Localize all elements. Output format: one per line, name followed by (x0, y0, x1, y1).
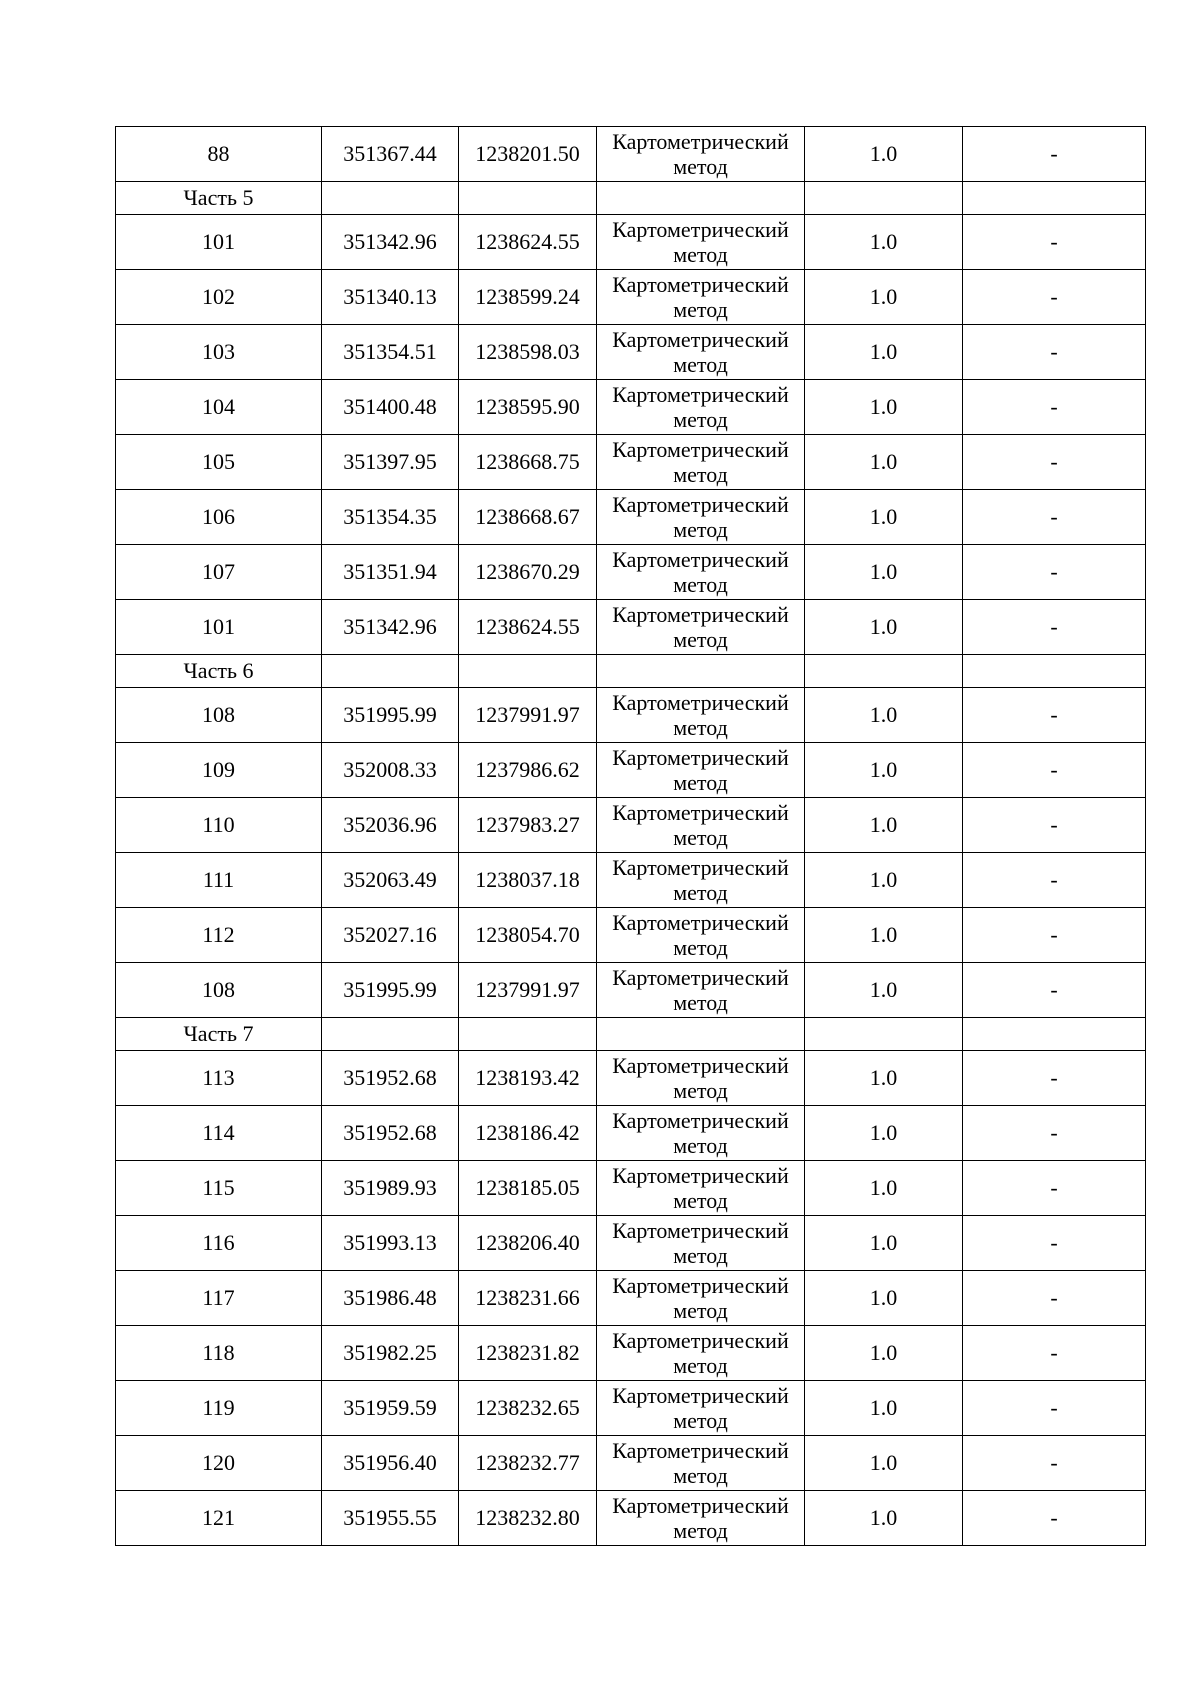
x-coordinate-cell: 351397.95 (322, 435, 459, 490)
y-coordinate-cell: 1238668.75 (459, 435, 597, 490)
empty-cell (805, 1018, 963, 1051)
description-cell: - (963, 963, 1146, 1018)
description-cell: - (963, 600, 1146, 655)
precision-cell: 1.0 (805, 1381, 963, 1436)
table-row (116, 435, 1146, 490)
method-cell (597, 688, 805, 743)
precision-cell: 1.0 (805, 127, 963, 182)
method-line-1: Картометрический (612, 327, 789, 352)
table-row (116, 380, 1146, 435)
table-row (116, 1381, 1146, 1436)
method-line-2: метод (673, 462, 728, 487)
method-cell (597, 853, 805, 908)
method-line-2: метод (673, 352, 728, 377)
method-line-2: метод (673, 1133, 728, 1158)
table-row (116, 1436, 1146, 1491)
description-cell: - (963, 215, 1146, 270)
x-coordinate-cell: 351340.13 (322, 270, 459, 325)
point-number-cell: 120 (116, 1436, 322, 1491)
precision-cell: 1.0 (805, 325, 963, 380)
method-line-2: метод (673, 990, 728, 1015)
method-line-1: Картометрический (612, 965, 789, 990)
empty-cell (322, 182, 459, 215)
method-line-1: Картометрический (612, 1383, 789, 1408)
precision-cell: 1.0 (805, 908, 963, 963)
method-line-2: метод (673, 407, 728, 432)
table-row (116, 1051, 1146, 1106)
method-cell (597, 600, 805, 655)
x-coordinate-cell: 351342.96 (322, 215, 459, 270)
method-line-2: метод (673, 880, 728, 905)
precision-cell: 1.0 (805, 545, 963, 600)
table-row (116, 600, 1146, 655)
x-coordinate-cell: 351400.48 (322, 380, 459, 435)
precision-cell: 1.0 (805, 1491, 963, 1546)
point-number-cell: 118 (116, 1326, 322, 1381)
precision-cell: 1.0 (805, 1216, 963, 1271)
method-cell (597, 908, 805, 963)
x-coordinate-cell: 351982.25 (322, 1326, 459, 1381)
method-line-1: Картометрический (612, 745, 789, 770)
y-coordinate-cell: 1237986.62 (459, 743, 597, 798)
point-number-cell: 104 (116, 380, 322, 435)
x-coordinate-cell: 351367.44 (322, 127, 459, 182)
method-line-1: Картометрический (612, 602, 789, 627)
description-cell: - (963, 908, 1146, 963)
x-coordinate-cell: 351995.99 (322, 963, 459, 1018)
method-line-2: метод (673, 770, 728, 795)
point-number-cell: 101 (116, 215, 322, 270)
y-coordinate-cell: 1238193.42 (459, 1051, 597, 1106)
method-line-1: Картометрический (612, 1108, 789, 1133)
method-line-1: Картометрический (612, 1163, 789, 1188)
table-row (116, 853, 1146, 908)
method-cell (597, 1161, 805, 1216)
method-line-1: Картометрический (612, 129, 789, 154)
table-row (116, 545, 1146, 600)
table-row (116, 1216, 1146, 1271)
part-label: Часть 6 (116, 655, 322, 688)
method-line-2: метод (673, 517, 728, 542)
part-label: Часть 7 (116, 1018, 322, 1051)
description-cell: - (963, 688, 1146, 743)
y-coordinate-cell: 1238624.55 (459, 215, 597, 270)
method-line-1: Картометрический (612, 910, 789, 935)
method-line-2: метод (673, 627, 728, 652)
coordinates-table (115, 126, 1146, 1546)
empty-cell (963, 1018, 1146, 1051)
part-label: Часть 5 (116, 182, 322, 215)
method-line-2: метод (673, 1408, 728, 1433)
table-row (116, 688, 1146, 743)
method-line-1: Картометрический (612, 382, 789, 407)
y-coordinate-cell: 1237983.27 (459, 798, 597, 853)
x-coordinate-cell: 351955.55 (322, 1491, 459, 1546)
point-number-cell: 113 (116, 1051, 322, 1106)
y-coordinate-cell: 1238186.42 (459, 1106, 597, 1161)
x-coordinate-cell: 351351.94 (322, 545, 459, 600)
precision-cell: 1.0 (805, 688, 963, 743)
x-coordinate-cell: 351989.93 (322, 1161, 459, 1216)
x-coordinate-cell: 351952.68 (322, 1051, 459, 1106)
method-cell (597, 215, 805, 270)
point-number-cell: 108 (116, 688, 322, 743)
x-coordinate-cell: 351993.13 (322, 1216, 459, 1271)
description-cell: - (963, 380, 1146, 435)
point-number-cell: 114 (116, 1106, 322, 1161)
x-coordinate-cell: 351995.99 (322, 688, 459, 743)
x-coordinate-cell: 352063.49 (322, 853, 459, 908)
precision-cell: 1.0 (805, 380, 963, 435)
method-line-2: метод (673, 1463, 728, 1488)
point-number-cell: 107 (116, 545, 322, 600)
description-cell: - (963, 1326, 1146, 1381)
precision-cell: 1.0 (805, 1326, 963, 1381)
method-line-1: Картометрический (612, 1053, 789, 1078)
method-line-1: Картометрический (612, 547, 789, 572)
method-cell (597, 1216, 805, 1271)
table-row (116, 490, 1146, 545)
y-coordinate-cell: 1238598.03 (459, 325, 597, 380)
empty-cell (805, 182, 963, 215)
description-cell: - (963, 127, 1146, 182)
precision-cell: 1.0 (805, 270, 963, 325)
method-line-1: Картометрический (612, 1438, 789, 1463)
x-coordinate-cell: 351956.40 (322, 1436, 459, 1491)
description-cell: - (963, 1491, 1146, 1546)
method-cell (597, 1381, 805, 1436)
method-cell (597, 380, 805, 435)
method-line-2: метод (673, 1353, 728, 1378)
precision-cell: 1.0 (805, 1436, 963, 1491)
method-cell (597, 435, 805, 490)
empty-cell (459, 182, 597, 215)
part-header-row (116, 182, 1146, 215)
method-line-2: метод (673, 715, 728, 740)
method-line-1: Картометрический (612, 1328, 789, 1353)
point-number-cell: 115 (116, 1161, 322, 1216)
method-line-1: Картометрический (612, 217, 789, 242)
method-line-1: Картометрический (612, 690, 789, 715)
part-header-row (116, 1018, 1146, 1051)
method-line-1: Картометрический (612, 1273, 789, 1298)
description-cell: - (963, 743, 1146, 798)
precision-cell: 1.0 (805, 853, 963, 908)
empty-cell (597, 655, 805, 688)
precision-cell: 1.0 (805, 798, 963, 853)
point-number-cell: 101 (116, 600, 322, 655)
point-number-cell: 119 (116, 1381, 322, 1436)
y-coordinate-cell: 1238595.90 (459, 380, 597, 435)
method-line-2: метод (673, 297, 728, 322)
point-number-cell: 103 (116, 325, 322, 380)
table-row (116, 908, 1146, 963)
table-row (116, 798, 1146, 853)
method-cell (597, 798, 805, 853)
table-row (116, 1491, 1146, 1546)
table-row (116, 1106, 1146, 1161)
point-number-cell: 110 (116, 798, 322, 853)
method-cell (597, 1326, 805, 1381)
description-cell: - (963, 1216, 1146, 1271)
empty-cell (322, 655, 459, 688)
point-number-cell: 106 (116, 490, 322, 545)
x-coordinate-cell: 352036.96 (322, 798, 459, 853)
method-line-2: метод (673, 935, 728, 960)
y-coordinate-cell: 1238232.80 (459, 1491, 597, 1546)
y-coordinate-cell: 1237991.97 (459, 963, 597, 1018)
y-coordinate-cell: 1237991.97 (459, 688, 597, 743)
y-coordinate-cell: 1238232.65 (459, 1381, 597, 1436)
empty-cell (459, 1018, 597, 1051)
point-number-cell: 108 (116, 963, 322, 1018)
empty-cell (459, 655, 597, 688)
y-coordinate-cell: 1238037.18 (459, 853, 597, 908)
point-number-cell: 112 (116, 908, 322, 963)
description-cell: - (963, 545, 1146, 600)
y-coordinate-cell: 1238599.24 (459, 270, 597, 325)
method-cell (597, 270, 805, 325)
method-line-2: метод (673, 242, 728, 267)
method-cell (597, 325, 805, 380)
table-row (116, 127, 1146, 182)
method-line-1: Картометрический (612, 272, 789, 297)
y-coordinate-cell: 1238201.50 (459, 127, 597, 182)
precision-cell: 1.0 (805, 435, 963, 490)
method-cell (597, 1436, 805, 1491)
method-cell (597, 127, 805, 182)
precision-cell: 1.0 (805, 215, 963, 270)
point-number-cell: 111 (116, 853, 322, 908)
x-coordinate-cell: 351354.51 (322, 325, 459, 380)
precision-cell: 1.0 (805, 1161, 963, 1216)
coordinates-table-body (116, 127, 1146, 1546)
description-cell: - (963, 1381, 1146, 1436)
precision-cell: 1.0 (805, 490, 963, 545)
description-cell: - (963, 490, 1146, 545)
method-cell (597, 1491, 805, 1546)
table-row (116, 1326, 1146, 1381)
method-line-1: Картометрический (612, 1493, 789, 1518)
method-line-2: метод (673, 1243, 728, 1268)
method-line-2: метод (673, 1078, 728, 1103)
method-cell (597, 963, 805, 1018)
empty-cell (597, 1018, 805, 1051)
x-coordinate-cell: 351952.68 (322, 1106, 459, 1161)
method-line-2: метод (673, 154, 728, 179)
method-line-1: Картометрический (612, 492, 789, 517)
x-coordinate-cell: 351354.35 (322, 490, 459, 545)
method-line-1: Картометрический (612, 855, 789, 880)
table-row (116, 325, 1146, 380)
description-cell: - (963, 435, 1146, 490)
method-line-2: метод (673, 1298, 728, 1323)
method-cell (597, 743, 805, 798)
x-coordinate-cell: 351986.48 (322, 1271, 459, 1326)
method-cell (597, 1051, 805, 1106)
table-row (116, 963, 1146, 1018)
description-cell: - (963, 1271, 1146, 1326)
table-row (116, 215, 1146, 270)
point-number-cell: 102 (116, 270, 322, 325)
point-number-cell: 116 (116, 1216, 322, 1271)
precision-cell: 1.0 (805, 1271, 963, 1326)
description-cell: - (963, 325, 1146, 380)
point-number-cell: 105 (116, 435, 322, 490)
empty-cell (805, 655, 963, 688)
description-cell: - (963, 1161, 1146, 1216)
empty-cell (963, 655, 1146, 688)
y-coordinate-cell: 1238054.70 (459, 908, 597, 963)
description-cell: - (963, 1436, 1146, 1491)
y-coordinate-cell: 1238231.66 (459, 1271, 597, 1326)
table-row (116, 743, 1146, 798)
method-cell (597, 1271, 805, 1326)
y-coordinate-cell: 1238670.29 (459, 545, 597, 600)
precision-cell: 1.0 (805, 1051, 963, 1106)
table-row (116, 1271, 1146, 1326)
y-coordinate-cell: 1238232.77 (459, 1436, 597, 1491)
precision-cell: 1.0 (805, 1106, 963, 1161)
empty-cell (597, 182, 805, 215)
method-line-2: метод (673, 825, 728, 850)
empty-cell (322, 1018, 459, 1051)
empty-cell (963, 182, 1146, 215)
y-coordinate-cell: 1238185.05 (459, 1161, 597, 1216)
table-row (116, 1161, 1146, 1216)
description-cell: - (963, 1051, 1146, 1106)
x-coordinate-cell: 351342.96 (322, 600, 459, 655)
method-cell (597, 1106, 805, 1161)
method-line-2: метод (673, 1518, 728, 1543)
description-cell: - (963, 270, 1146, 325)
method-line-1: Картометрический (612, 800, 789, 825)
method-line-1: Картометрический (612, 437, 789, 462)
part-header-row (116, 655, 1146, 688)
method-line-2: метод (673, 1188, 728, 1213)
point-number-cell: 117 (116, 1271, 322, 1326)
y-coordinate-cell: 1238668.67 (459, 490, 597, 545)
description-cell: - (963, 798, 1146, 853)
point-number-cell: 121 (116, 1491, 322, 1546)
table-row (116, 270, 1146, 325)
y-coordinate-cell: 1238231.82 (459, 1326, 597, 1381)
method-cell (597, 545, 805, 600)
description-cell: - (963, 1106, 1146, 1161)
y-coordinate-cell: 1238206.40 (459, 1216, 597, 1271)
precision-cell: 1.0 (805, 600, 963, 655)
precision-cell: 1.0 (805, 743, 963, 798)
x-coordinate-cell: 352027.16 (322, 908, 459, 963)
x-coordinate-cell: 351959.59 (322, 1381, 459, 1436)
x-coordinate-cell: 352008.33 (322, 743, 459, 798)
point-number-cell: 88 (116, 127, 322, 182)
description-cell: - (963, 853, 1146, 908)
method-line-2: метод (673, 572, 728, 597)
point-number-cell: 109 (116, 743, 322, 798)
method-cell (597, 490, 805, 545)
y-coordinate-cell: 1238624.55 (459, 600, 597, 655)
precision-cell: 1.0 (805, 963, 963, 1018)
method-line-1: Картометрический (612, 1218, 789, 1243)
